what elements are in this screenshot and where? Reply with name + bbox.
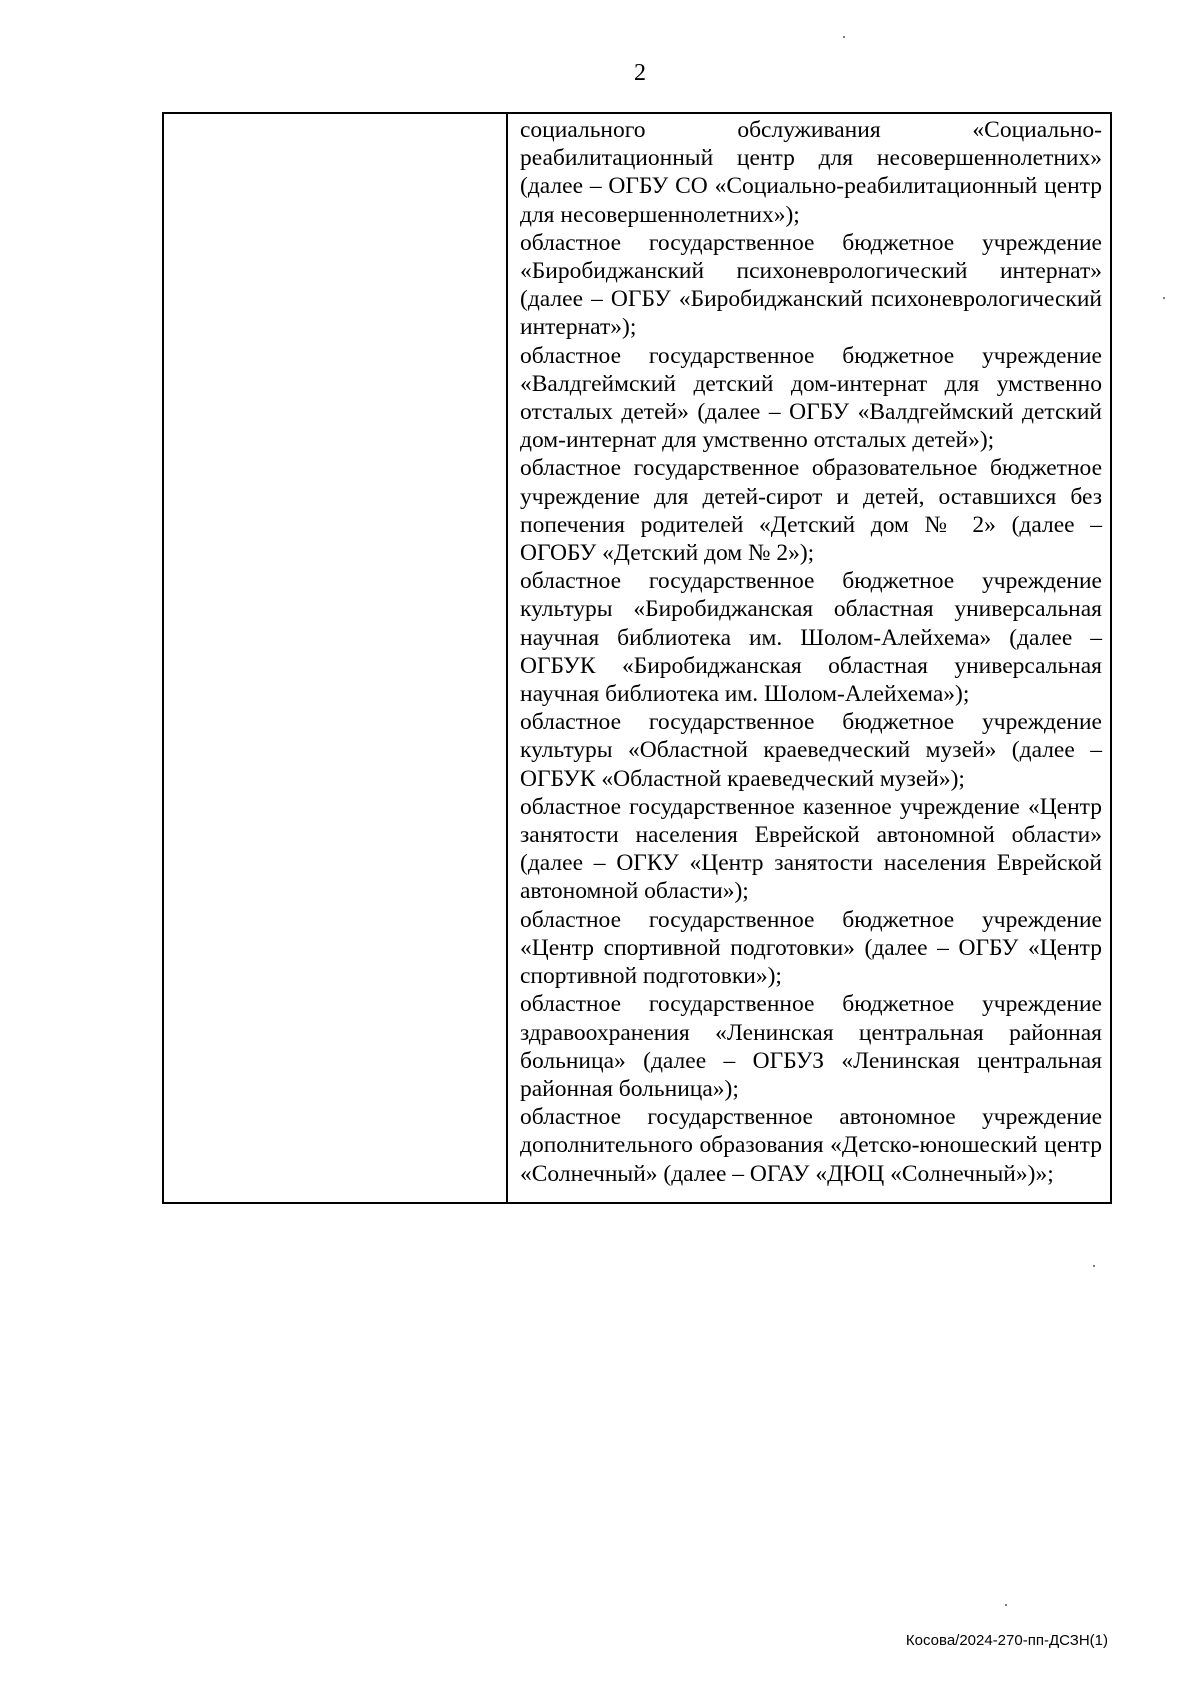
scan-speck [843, 36, 845, 38]
institution-entry-sports-training-center: областное государственное бюджетное учреждение «Центр спортивной подготовки» (далее – ОГБУ «Центр спортивной подготовки»); [520, 906, 1102, 990]
table-left-cell [164, 114, 508, 1202]
scan-speck [1005, 1604, 1007, 1606]
document-code: Косова/2024-270-пп-ДСЗН(1) [905, 1632, 1108, 1649]
institution-entry-childrens-home-2: областное государственное образовательное бюджетное учреждение для детей-сирот и детей, оставшихся без попечения родителей «Детский дом № 2» (далее – ОГОБУ «Детский дом № 2»); [520, 455, 1102, 567]
institution-entry-valdgeim-childrens-home: областное государственное бюджетное учреждение «Валдгеймский детский дом-интернат для умственно отсталых детей» (далее – ОГБУ «Валдгеймский детский дом-интернат для умственно отсталых детей»); [520, 342, 1102, 454]
institution-entry-psychoneurological-boarding: областное государственное бюджетное учреждение «Биробиджанский психоневрологический интернат» (далее – ОГБУ «Биробиджанский психоневрологический интернат»); [520, 229, 1102, 341]
scan-speck [1163, 297, 1165, 299]
institution-entry-social-rehab-center: социального обслуживания «Социально-реабилитационный центр для несовершеннолетних» (далее – ОГБУ СО «Социально-реабилитационный центр для несовершеннолетних»); [520, 117, 1102, 228]
institution-entry-regional-library: областное государственное бюджетное учреждение культуры «Биробиджанская областная универсальная научная библиотека им. Шолом-Алейхема» (далее – ОГБУК «Биробиджанская областная универсальная научная библиотека им. Шолом-Алейхема»); [520, 568, 1102, 708]
institution-entry-employment-center: областное государственное казенное учреждение «Центр занятости населения Еврейской автономной области» (далее – ОГКУ «Центр занятости населения Еврейской автономной области»); [520, 793, 1102, 905]
institution-entry-leninskaya-hospital: областное государственное бюджетное учреждение здравоохранения «Ленинская центральная районная больница» (далее – ОГБУЗ «Ленинская центральная районная больница»); [520, 991, 1102, 1102]
table-right-cell [508, 114, 1112, 1202]
page-number: 2 [634, 60, 646, 86]
scan-speck [1093, 1265, 1095, 1267]
institution-entry-local-history-museum: областное государственное бюджетное учреждение культуры «Областной краеведческий музей» (далее – ОГБУК «Областной краеведческий музей»); [520, 709, 1102, 792]
document-table [162, 112, 1112, 1204]
institution-entry-solnechny-youth-center: областное государственное автономное учреждение дополнительного образования «Детско-юношеский центр «Солнечный» (далее – ОГАУ «ДЮЦ «Солнечный»)»; [520, 1104, 1102, 1187]
